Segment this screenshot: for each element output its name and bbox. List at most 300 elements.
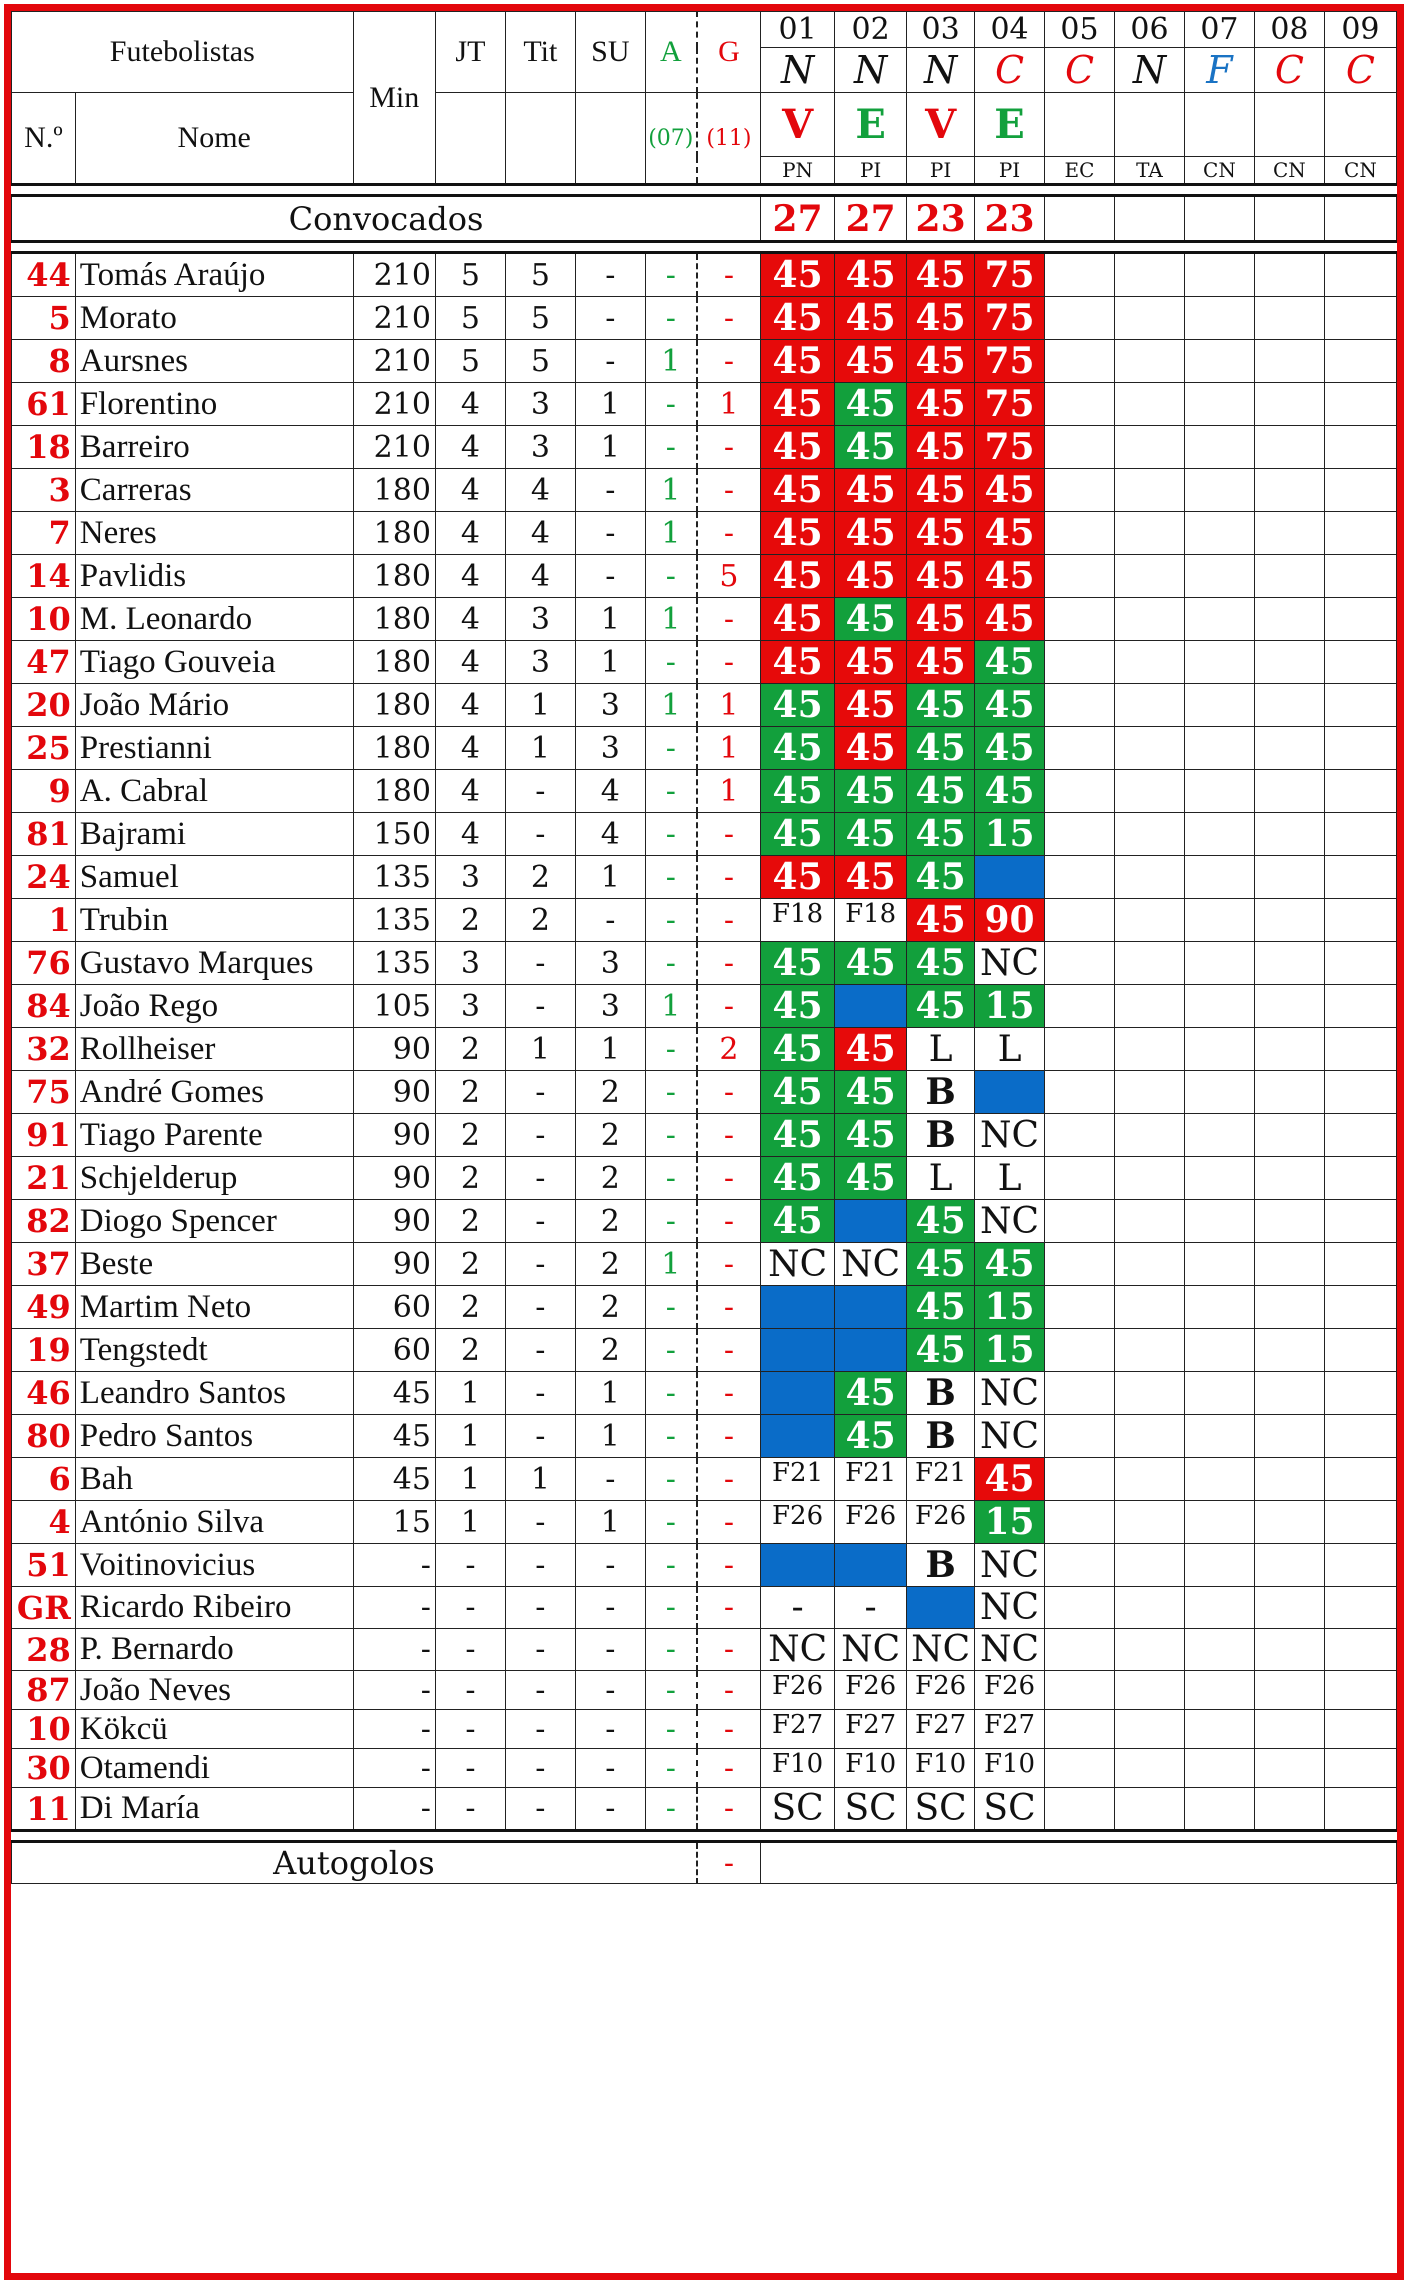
game-minutes-cell	[835, 1286, 907, 1329]
game-empty-cell	[1045, 1458, 1115, 1501]
player-goals: -	[697, 942, 761, 985]
player-row	[12, 1286, 1397, 1329]
game-empty-cell	[1324, 1372, 1396, 1415]
game-minutes-cell: B	[907, 1071, 975, 1114]
game-minutes-cell: 45	[907, 856, 975, 899]
game-result	[1045, 93, 1115, 157]
separator	[12, 185, 1397, 196]
game-empty-cell	[1045, 1788, 1115, 1831]
game-empty-cell	[1114, 512, 1184, 555]
game-number: 05	[1045, 12, 1115, 48]
player-assists: -	[645, 1157, 696, 1200]
game-empty-cell	[1045, 297, 1115, 340]
player-jt: 5	[435, 340, 505, 383]
player-jt: 1	[435, 1415, 505, 1458]
player-name: Florentino	[75, 383, 353, 426]
game-minutes-cell: 45	[761, 641, 835, 684]
player-minutes: 180	[353, 469, 435, 512]
player-assists: 1	[645, 985, 696, 1028]
game-empty-cell	[1045, 426, 1115, 469]
player-goals: -	[697, 1629, 761, 1671]
player-goals: -	[697, 297, 761, 340]
player-goals: 1	[697, 383, 761, 426]
game-empty-cell	[1045, 340, 1115, 383]
game-empty-cell	[1045, 1629, 1115, 1671]
player-number: 49	[12, 1286, 76, 1329]
player-su: 1	[575, 1372, 645, 1415]
game-empty-cell	[1254, 469, 1324, 512]
player-number: 82	[12, 1200, 76, 1243]
player-row	[12, 469, 1397, 512]
player-goals: -	[697, 469, 761, 512]
game-empty-cell	[1184, 598, 1254, 641]
game-empty-cell	[1324, 1629, 1396, 1671]
player-tit: 3	[505, 383, 575, 426]
player-su: 1	[575, 1415, 645, 1458]
game-empty-cell	[1184, 1114, 1254, 1157]
player-su: -	[575, 340, 645, 383]
player-name: Samuel	[75, 856, 353, 899]
game-minutes-cell: 45	[761, 1200, 835, 1243]
player-goals: -	[697, 1200, 761, 1243]
player-su: -	[575, 1749, 645, 1788]
player-jt: 4	[435, 641, 505, 684]
player-su: 2	[575, 1286, 645, 1329]
game-minutes-cell: 45	[835, 641, 907, 684]
game-result: E	[835, 93, 907, 157]
game-empty-cell	[1045, 1671, 1115, 1710]
player-jt: 4	[435, 469, 505, 512]
player-tit: -	[505, 1243, 575, 1286]
game-empty-cell	[1184, 985, 1254, 1028]
player-name: Carreras	[75, 469, 353, 512]
player-number: 37	[12, 1243, 76, 1286]
player-su: 3	[575, 942, 645, 985]
game-empty-cell	[1324, 641, 1396, 684]
game-empty-cell	[1254, 770, 1324, 813]
game-minutes-cell: 75	[975, 383, 1045, 426]
assists-header: A	[645, 12, 696, 93]
convocados-count	[1254, 196, 1324, 242]
game-empty-cell	[1114, 1501, 1184, 1544]
player-assists: -	[645, 856, 696, 899]
game-empty-cell	[1045, 1286, 1115, 1329]
player-su: -	[575, 1671, 645, 1710]
player-jt: 3	[435, 856, 505, 899]
player-minutes: 90	[353, 1071, 435, 1114]
game-minutes-cell: 75	[975, 297, 1045, 340]
player-number: 61	[12, 383, 76, 426]
player-assists: -	[645, 253, 696, 297]
player-row	[12, 985, 1397, 1028]
player-tit: -	[505, 1157, 575, 1200]
game-minutes-cell: 45	[835, 598, 907, 641]
player-tit: 5	[505, 340, 575, 383]
game-empty-cell	[1324, 1329, 1396, 1372]
game-minutes-cell: 90	[975, 899, 1045, 942]
player-assists: -	[645, 899, 696, 942]
player-number: 21	[12, 1157, 76, 1200]
player-tit: 1	[505, 684, 575, 727]
player-assists: -	[645, 1329, 696, 1372]
player-row	[12, 555, 1397, 598]
game-minutes-cell: 45	[907, 598, 975, 641]
player-su: -	[575, 899, 645, 942]
player-name: Prestianni	[75, 727, 353, 770]
game-minutes-cell: SC	[761, 1788, 835, 1831]
player-name: Diogo Spencer	[75, 1200, 353, 1243]
player-tit: -	[505, 1788, 575, 1831]
player-row	[12, 1071, 1397, 1114]
game-empty-cell	[1045, 942, 1115, 985]
game-empty-cell	[1114, 1544, 1184, 1587]
game-minutes-cell: 45	[907, 555, 975, 598]
game-empty-cell	[1254, 641, 1324, 684]
player-row	[12, 426, 1397, 469]
player-su: 4	[575, 813, 645, 856]
game-minutes-cell: 15	[975, 813, 1045, 856]
player-number: 91	[12, 1114, 76, 1157]
player-su: 1	[575, 856, 645, 899]
game-empty-cell	[1184, 469, 1254, 512]
game-empty-cell	[1184, 253, 1254, 297]
player-tit: -	[505, 1415, 575, 1458]
game-empty-cell	[1324, 1028, 1396, 1071]
player-goals: 1	[697, 770, 761, 813]
player-jt: 2	[435, 1071, 505, 1114]
player-name: Morato	[75, 297, 353, 340]
player-tit: -	[505, 1114, 575, 1157]
game-minutes-cell: NC	[975, 1372, 1045, 1415]
game-competition: N	[1114, 48, 1184, 93]
player-tit: 1	[505, 1028, 575, 1071]
player-minutes: 45	[353, 1372, 435, 1415]
convocados-count	[1324, 196, 1396, 242]
player-minutes: 180	[353, 512, 435, 555]
game-minutes-cell: 45	[907, 727, 975, 770]
game-empty-cell	[1254, 1157, 1324, 1200]
game-empty-cell	[1184, 1458, 1254, 1501]
player-assists: -	[645, 942, 696, 985]
player-row	[12, 641, 1397, 684]
su-header-blank	[575, 93, 645, 185]
player-minutes: 180	[353, 641, 435, 684]
game-minutes-cell: NC	[975, 1415, 1045, 1458]
game-empty-cell	[1114, 727, 1184, 770]
game-minutes-cell: F10	[835, 1749, 907, 1788]
game-empty-cell	[1114, 1114, 1184, 1157]
game-minutes-cell	[975, 1071, 1045, 1114]
game-empty-cell	[1254, 684, 1324, 727]
player-tit: 3	[505, 598, 575, 641]
player-goals: -	[697, 1415, 761, 1458]
player-minutes: 90	[353, 1028, 435, 1071]
game-minutes-cell	[761, 1329, 835, 1372]
game-minutes-cell: 45	[907, 641, 975, 684]
game-minutes-cell: 45	[907, 426, 975, 469]
game-empty-cell	[1045, 1157, 1115, 1200]
player-assists: -	[645, 555, 696, 598]
game-number: 01	[761, 12, 835, 48]
player-jt: 1	[435, 1501, 505, 1544]
game-minutes-cell: 45	[835, 555, 907, 598]
game-minutes-cell: 45	[907, 813, 975, 856]
game-minutes-cell: 45	[907, 340, 975, 383]
game-minutes-cell: 75	[975, 253, 1045, 297]
player-name: João Neves	[75, 1671, 353, 1710]
game-empty-cell	[1045, 856, 1115, 899]
game-empty-cell	[1254, 253, 1324, 297]
player-su: 4	[575, 770, 645, 813]
player-su: 2	[575, 1157, 645, 1200]
game-minutes-cell: 45	[975, 1458, 1045, 1501]
game-empty-cell	[1324, 770, 1396, 813]
player-jt: -	[435, 1749, 505, 1788]
player-goals: -	[697, 1071, 761, 1114]
player-goals: -	[697, 1501, 761, 1544]
game-empty-cell	[1114, 1710, 1184, 1749]
goals-total: (11)	[697, 93, 761, 185]
game-empty-cell	[1254, 899, 1324, 942]
player-row	[12, 1587, 1397, 1629]
player-minutes: 210	[353, 253, 435, 297]
game-minutes-cell: B	[907, 1372, 975, 1415]
game-minutes-cell: 45	[975, 1243, 1045, 1286]
game-empty-cell	[1114, 383, 1184, 426]
game-minutes-cell: 15	[975, 985, 1045, 1028]
game-minutes-cell: 45	[907, 1286, 975, 1329]
player-jt: 3	[435, 985, 505, 1028]
game-minutes-cell: 45	[975, 512, 1045, 555]
player-row	[12, 727, 1397, 770]
player-goals: -	[697, 1544, 761, 1587]
game-empty-cell	[1114, 426, 1184, 469]
player-assists: -	[645, 1372, 696, 1415]
game-type: EC	[1045, 157, 1115, 185]
game-empty-cell	[1324, 1071, 1396, 1114]
player-minutes: 90	[353, 1157, 435, 1200]
player-assists: -	[645, 1749, 696, 1788]
game-empty-cell	[1114, 1587, 1184, 1629]
player-row	[12, 1372, 1397, 1415]
game-empty-cell	[1254, 512, 1324, 555]
player-assists: -	[645, 1501, 696, 1544]
game-empty-cell	[1184, 1587, 1254, 1629]
game-empty-cell	[1114, 985, 1184, 1028]
player-jt: 4	[435, 727, 505, 770]
player-goals: -	[697, 512, 761, 555]
game-minutes-cell: 45	[835, 469, 907, 512]
player-jt: 5	[435, 297, 505, 340]
player-su: -	[575, 297, 645, 340]
game-empty-cell	[1045, 1071, 1115, 1114]
player-minutes: -	[353, 1749, 435, 1788]
player-minutes: 180	[353, 684, 435, 727]
game-empty-cell	[1184, 1243, 1254, 1286]
player-row	[12, 1028, 1397, 1071]
player-number: 47	[12, 641, 76, 684]
player-name: Gustavo Marques	[75, 942, 353, 985]
game-minutes-cell: 45	[907, 770, 975, 813]
game-minutes-cell: 45	[835, 813, 907, 856]
player-tit: -	[505, 1200, 575, 1243]
game-minutes-cell: 45	[835, 727, 907, 770]
player-jt: -	[435, 1629, 505, 1671]
game-empty-cell	[1114, 856, 1184, 899]
player-assists: -	[645, 1629, 696, 1671]
game-empty-cell	[1324, 598, 1396, 641]
players-table	[11, 11, 1397, 1884]
player-name: P. Bernardo	[75, 1629, 353, 1671]
game-minutes-cell: 45	[907, 253, 975, 297]
game-empty-cell	[1114, 1671, 1184, 1710]
game-result	[1324, 93, 1396, 157]
player-row	[12, 1114, 1397, 1157]
game-minutes-cell: 45	[761, 813, 835, 856]
game-minutes-cell: 45	[761, 555, 835, 598]
game-empty-cell	[1324, 1749, 1396, 1788]
player-su: 2	[575, 1114, 645, 1157]
player-jt: 2	[435, 1157, 505, 1200]
convocados-count	[1114, 196, 1184, 242]
game-minutes-cell: B	[907, 1415, 975, 1458]
player-minutes: 45	[353, 1415, 435, 1458]
game-empty-cell	[1324, 1286, 1396, 1329]
player-su: -	[575, 1587, 645, 1629]
player-number: 19	[12, 1329, 76, 1372]
game-empty-cell	[1045, 383, 1115, 426]
game-minutes-cell	[907, 1587, 975, 1629]
game-minutes-cell: 45	[761, 1071, 835, 1114]
game-minutes-cell: 45	[761, 1114, 835, 1157]
player-number: 10	[12, 598, 76, 641]
player-assists: 1	[645, 469, 696, 512]
game-empty-cell	[1254, 1501, 1324, 1544]
game-minutes-cell: -	[761, 1587, 835, 1629]
game-empty-cell	[1045, 813, 1115, 856]
player-su: 1	[575, 1028, 645, 1071]
player-row	[12, 1501, 1397, 1544]
game-minutes-cell: 45	[761, 770, 835, 813]
game-empty-cell	[1324, 942, 1396, 985]
player-number: 87	[12, 1671, 76, 1710]
game-minutes-cell: F27	[975, 1710, 1045, 1749]
game-minutes-cell: 45	[835, 426, 907, 469]
game-empty-cell	[1114, 253, 1184, 297]
convocados-count: 27	[835, 196, 907, 242]
player-number: 44	[12, 253, 76, 297]
player-assists: -	[645, 1458, 696, 1501]
tit-header: Tit	[505, 12, 575, 93]
game-minutes-cell: 15	[975, 1329, 1045, 1372]
player-number: 1	[12, 899, 76, 942]
game-number: 06	[1114, 12, 1184, 48]
player-su: -	[575, 1544, 645, 1587]
game-minutes-cell: F27	[761, 1710, 835, 1749]
separator	[12, 1831, 1397, 1842]
game-empty-cell	[1184, 1200, 1254, 1243]
player-minutes: 45	[353, 1458, 435, 1501]
game-minutes-cell: F10	[761, 1749, 835, 1788]
game-empty-cell	[1254, 555, 1324, 598]
player-row	[12, 1458, 1397, 1501]
game-minutes-cell: 45	[761, 856, 835, 899]
player-row	[12, 899, 1397, 942]
game-empty-cell	[1184, 856, 1254, 899]
game-empty-cell	[1114, 1749, 1184, 1788]
game-minutes-cell	[975, 856, 1045, 899]
game-result	[1254, 93, 1324, 157]
player-row	[12, 297, 1397, 340]
player-number: 11	[12, 1788, 76, 1831]
game-minutes-cell: F26	[835, 1671, 907, 1710]
player-minutes: 60	[353, 1329, 435, 1372]
player-name: Schjelderup	[75, 1157, 353, 1200]
player-minutes: -	[353, 1587, 435, 1629]
game-empty-cell	[1114, 1071, 1184, 1114]
player-goals: -	[697, 1458, 761, 1501]
player-minutes: -	[353, 1629, 435, 1671]
player-jt: 2	[435, 1243, 505, 1286]
game-minutes-cell: NC	[975, 1200, 1045, 1243]
player-assists: 1	[645, 512, 696, 555]
player-name: Aursnes	[75, 340, 353, 383]
game-minutes-cell: 45	[907, 985, 975, 1028]
player-minutes: 90	[353, 1200, 435, 1243]
jt-header: JT	[435, 12, 505, 93]
player-assists: -	[645, 1788, 696, 1831]
player-number: 81	[12, 813, 76, 856]
game-empty-cell	[1114, 1329, 1184, 1372]
player-assists: -	[645, 297, 696, 340]
player-jt: 2	[435, 1200, 505, 1243]
player-minutes: 90	[353, 1243, 435, 1286]
player-number: 28	[12, 1629, 76, 1671]
game-empty-cell	[1254, 1544, 1324, 1587]
player-number: 24	[12, 856, 76, 899]
player-assists: 1	[645, 598, 696, 641]
player-minutes: 105	[353, 985, 435, 1028]
player-minutes: 210	[353, 297, 435, 340]
game-type: TA	[1114, 157, 1184, 185]
game-empty-cell	[1114, 297, 1184, 340]
game-minutes-cell: F27	[907, 1710, 975, 1749]
player-goals: -	[697, 1157, 761, 1200]
player-row	[12, 856, 1397, 899]
game-empty-cell	[1254, 1071, 1324, 1114]
player-minutes: -	[353, 1671, 435, 1710]
player-row	[12, 942, 1397, 985]
game-empty-cell	[1254, 1243, 1324, 1286]
player-assists: -	[645, 426, 696, 469]
player-name: Neres	[75, 512, 353, 555]
player-goals: -	[697, 1286, 761, 1329]
game-minutes-cell: 45	[761, 942, 835, 985]
game-empty-cell	[1114, 1028, 1184, 1071]
player-name: Pedro Santos	[75, 1415, 353, 1458]
game-empty-cell	[1324, 253, 1396, 297]
game-empty-cell	[1184, 770, 1254, 813]
game-minutes-cell	[761, 1544, 835, 1587]
player-minutes: 135	[353, 856, 435, 899]
game-minutes-cell: F27	[835, 1710, 907, 1749]
game-empty-cell	[1045, 899, 1115, 942]
game-minutes-cell: F26	[907, 1671, 975, 1710]
player-name: Bah	[75, 1458, 353, 1501]
player-jt: -	[435, 1544, 505, 1587]
player-goals: -	[697, 1243, 761, 1286]
game-result	[1114, 93, 1184, 157]
